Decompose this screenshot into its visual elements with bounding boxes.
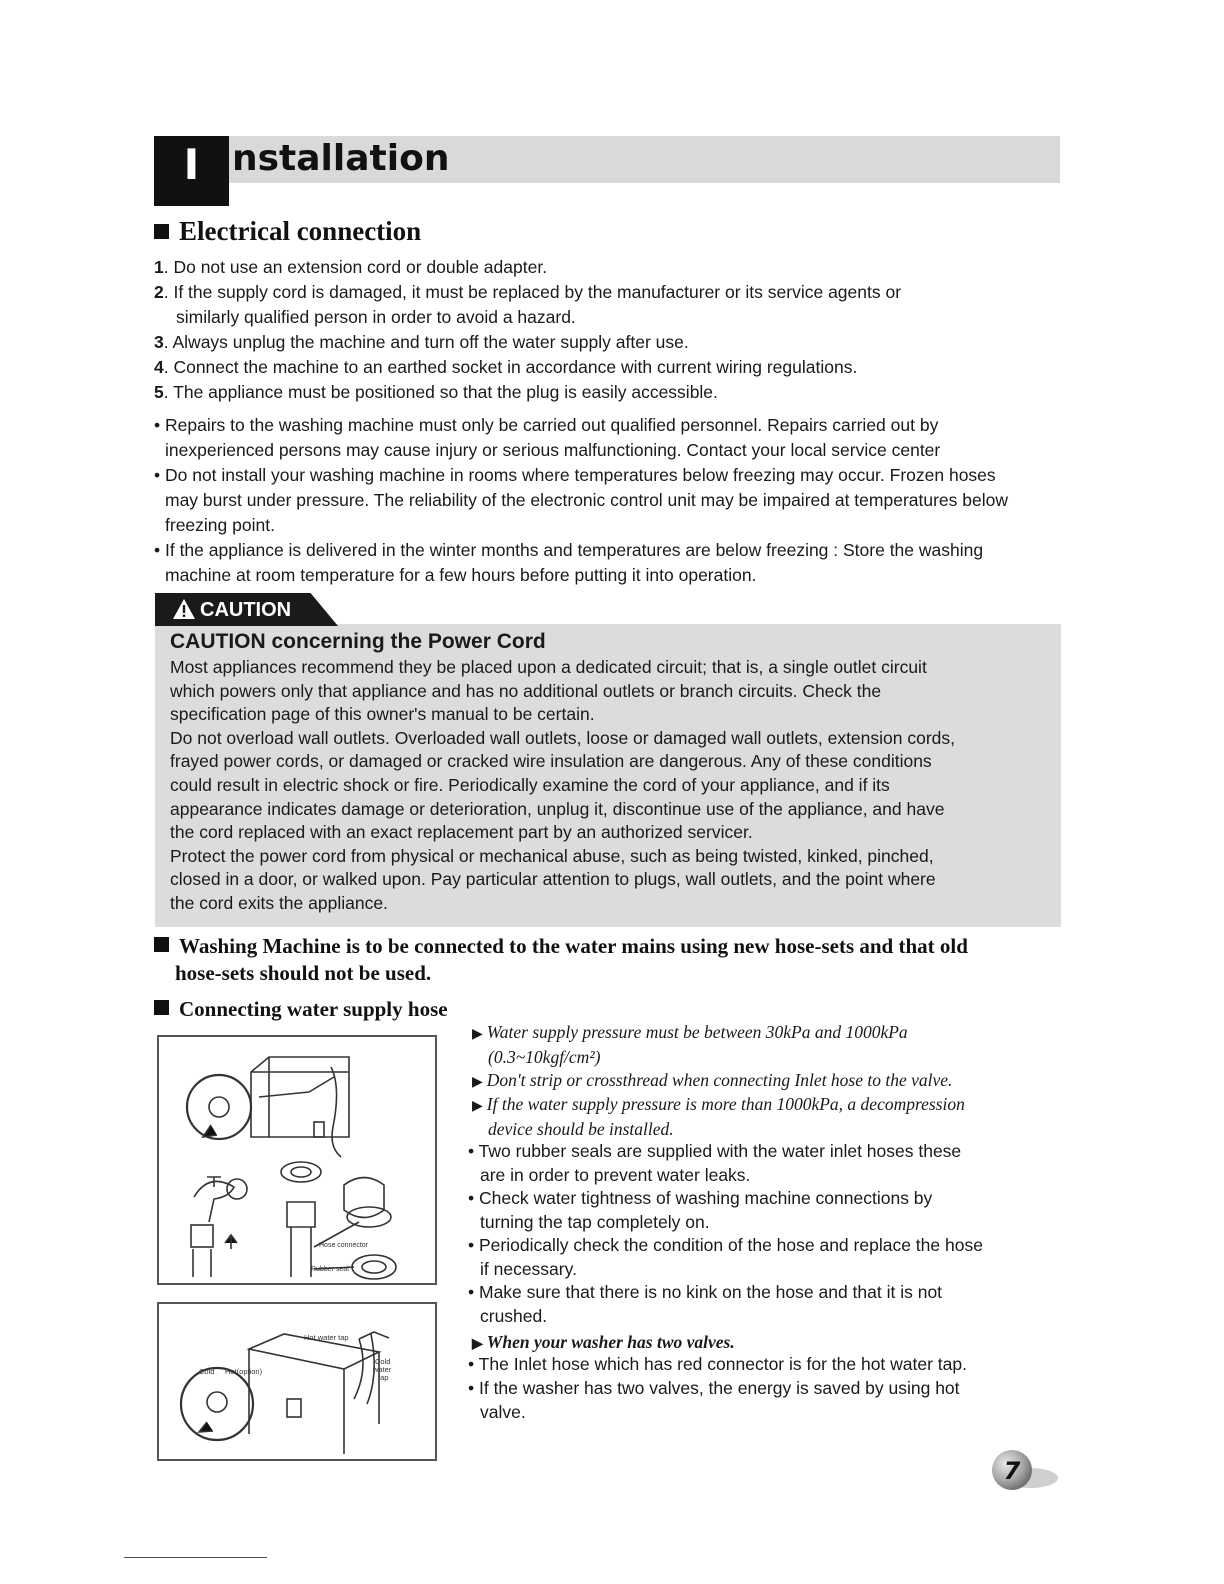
bullet-item: • If the appliance is delivered in the winter months and temperatures are below freezing : Store the washing machine at room temperature for a few hours before putting it into operation. [154, 540, 984, 585]
page-number-badge [980, 1448, 1058, 1492]
cold-water-tap-label-1: Cold [375, 1357, 391, 1366]
hot-water-tap-label: Hot water tap [304, 1333, 349, 1342]
footer-line [124, 1557, 267, 1558]
rubber-seal-label: Rubber seal [311, 1266, 349, 1273]
cold-water-tap-label-2: water [373, 1365, 392, 1374]
page-number: 7 [1003, 1457, 1021, 1485]
hose-illustration [159, 1037, 435, 1283]
warning-icon [172, 598, 196, 620]
valves-illustration [159, 1304, 435, 1459]
list-item: 3. Always unplug the machine and turn off the water supply after use. [154, 332, 689, 352]
decompression-note: ▶ If the water supply pressure is more than 1000kPa, a decompression device should be installed. [472, 1094, 965, 1139]
bullet-item: • Do not install your washing machine in rooms where temperatures below freezing may occur. Frozen hoses may burst under pressure. The reliability of the electronic control unit may be impaired at temperatures below freezing point. [154, 465, 1008, 535]
bullet-item: • Two rubber seals are supplied with the water inlet hoses these are in order to prevent water leaks. [468, 1141, 962, 1185]
washing-notice: Washing Machine is to be connected to the water mains using new hose-sets and that old hose-sets should not be used. [154, 933, 1054, 987]
caution-label: CAUTION [200, 599, 292, 621]
square-bullet-icon [154, 937, 169, 952]
electrical-heading: Electrical connection [154, 214, 421, 248]
bullet-item: • If the washer has two valves, the energy is saved by using hot valve. [468, 1378, 960, 1422]
title-initial: I [183, 140, 200, 189]
caution-body: Most appliances recommend they be placed upon a dedicated circuit; that is, a single outlet circuit which powers only that appliance and has no additional outlets or branch circuits. Check the specification page of this owner's manual to be certain. Do not overload wall outlets. Overloaded wall outlets, loose or damaged wall outlets, extension cords, frayed power cords, or damaged or cracked wire insulation are dangerous. Any of these conditions could result in electric shock or fire. Periodically examine the cord of your appliance, and if its appearance indicates damage or deterioration, unplug it, discontinue use of the appliance, and have the cord replaced with an exact replacement part by an authorized servicer. Protect the power cord from physical or mechanical abuse, such as being twisted, kinked, pinched, closed in a door, or walked upon. Pay particular attention to plugs, wall outlets, and the point where the cord exits the appliance. [170, 657, 956, 913]
square-bullet-icon [154, 1000, 169, 1015]
hose-connection-figure [157, 1035, 437, 1285]
list-item: 5. The appliance must be positioned so that the plug is easily accessible. [154, 382, 718, 402]
page-title: nstallation [232, 138, 450, 179]
hose-connector-label: Hose connector [319, 1242, 369, 1249]
arrow-right-icon: ▶ [472, 1337, 483, 1352]
bullet-item: • Periodically check the condition of the hose and replace the hose if necessary. [468, 1235, 983, 1279]
arrow-right-icon: ▶ [472, 1099, 483, 1114]
bullet-item: • Make sure that there is no kink on the hose and that it is not crushed. [468, 1282, 943, 1326]
square-bullet-icon [154, 224, 169, 239]
cold-water-tap-label-3: tap [378, 1373, 389, 1382]
arrow-right-icon: ▶ [472, 1075, 483, 1090]
two-valves-figure [157, 1302, 437, 1461]
bullet-item: • Repairs to the washing machine must only be carried out qualified personnel. Repairs carried out by inexperienced persons may cause injury or serious malfunctioning. Contact your local service center [154, 415, 941, 460]
hot-option-label: Hot(option) [225, 1367, 263, 1376]
bullet-item: • Check water tightness of washing machine connections by turning the tap completely on. [468, 1188, 933, 1232]
list-item: 2. If the supply cord is damaged, it must be replaced by the manufacturer or its service agents or similarly qualified person in order to avoid a hazard. [154, 282, 902, 327]
hose-heading: Connecting water supply hose [154, 996, 448, 1023]
pressure-note: ▶ Water supply pressure must be between 30kPa and 1000kPa (0.3~10kgf/cm²) [472, 1022, 908, 1067]
list-item: 1. Do not use an extension cord or double adapter. [154, 257, 548, 277]
list-item: 4. Connect the machine to an earthed socket in accordance with current wiring regulations. [154, 357, 858, 377]
two-valves-note: ▶ When your washer has two valves. [472, 1332, 735, 1352]
crossthread-note: ▶ Don't strip or crossthread when connecting Inlet hose to the valve. [472, 1070, 953, 1090]
caution-title: CAUTION concerning the Power Cord [170, 630, 546, 653]
arrow-right-icon: ▶ [472, 1027, 483, 1042]
cold-label: Cold [199, 1367, 215, 1376]
bullet-item: • The Inlet hose which has red connector is for the hot water tap. [468, 1354, 967, 1374]
